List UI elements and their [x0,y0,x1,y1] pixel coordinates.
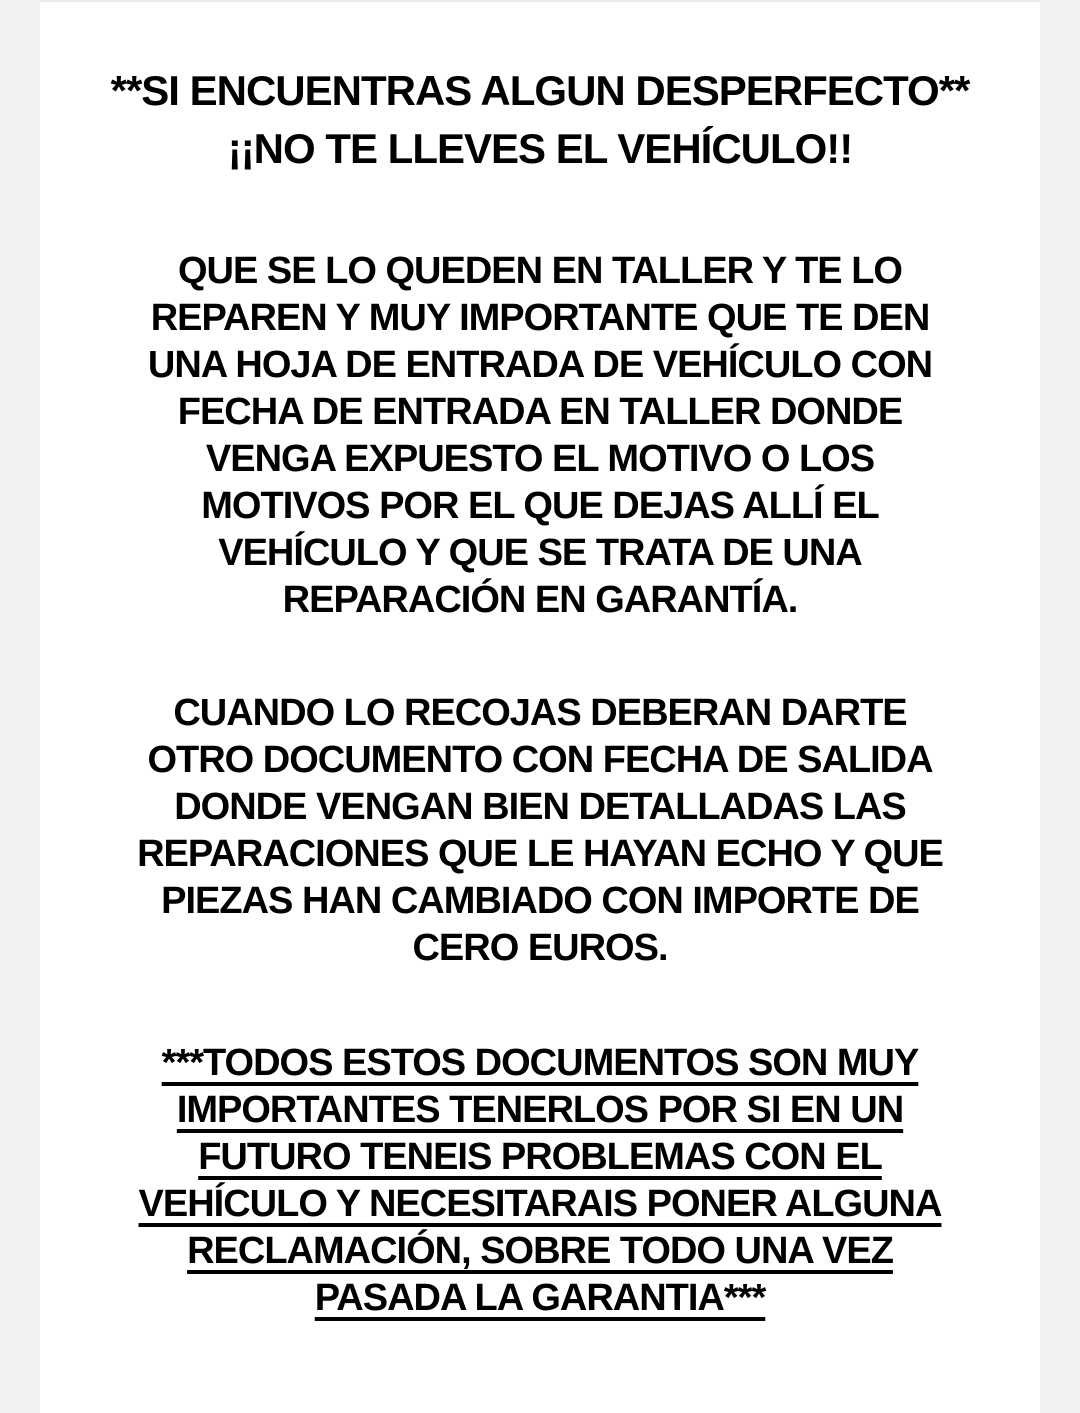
body-line: REPARACIÓN EN GARANTÍA. [282,579,798,621]
body-line: CUANDO LO RECOJAS DEBERAN DARTE [173,692,907,734]
body-line: PIEZAS HAN CAMBIADO CON IMPORTE DE [161,880,919,922]
body-line: REPARACIONES QUE LE HAYAN ECHO Y QUE [137,833,943,875]
document-heading [95,62,985,178]
body-line: VEHÍCULO Y QUE SE TRATA DE UNA [218,532,862,574]
underlined-body-line: PASADA LA GARANTIA*** [314,1277,766,1319]
underlined-body-line: FUTURO TENEIS PROBLEMAS CON EL [198,1136,882,1178]
body-line: FECHA DE ENTRADA EN TALLER DONDE [177,391,903,433]
underlined-body-line: ***TODOS ESTOS DOCUMENTOS SON MUY [161,1042,919,1084]
body-line: REPAREN Y MUY IMPORTANTE QUE TE DEN [150,297,930,339]
document-page [40,0,1040,1413]
right-page-margin [1040,0,1080,1413]
underlined-body-line: IMPORTANTES TENERLOS POR SI EN UN [176,1089,904,1131]
heading-line: ¡¡NO TE LLEVES EL VEHÍCULO!! [227,125,853,172]
heading-line: **SI ENCUENTRAS ALGUN DESPERFECTO** [110,67,970,114]
underlined-body-line: RECLAMACIÓN, SOBRE TODO UNA VEZ [187,1230,893,1272]
body-line: DONDE VENGAN BIEN DETALLADAS LAS [174,786,906,828]
body-line: CERO EUROS. [412,927,668,969]
paragraph-documentos-importantes [95,1040,985,1322]
paragraph-documento-salida [95,690,985,972]
body-line: QUE SE LO QUEDEN EN TALLER Y TE LO [178,250,902,292]
left-page-margin [0,0,40,1413]
body-line: OTRO DOCUMENTO CON FECHA DE SALIDA [147,739,933,781]
body-line: MOTIVOS POR EL QUE DEJAS ALLÍ EL [201,485,879,527]
body-line: UNA HOJA DE ENTRADA DE VEHÍCULO CON [147,344,933,386]
underlined-body-line: VEHÍCULO Y NECESITARAIS PONER ALGUNA [138,1183,942,1225]
body-line: VENGA EXPUESTO EL MOTIVO O LOS [205,438,875,480]
paragraph-taller-entrada [95,248,985,624]
